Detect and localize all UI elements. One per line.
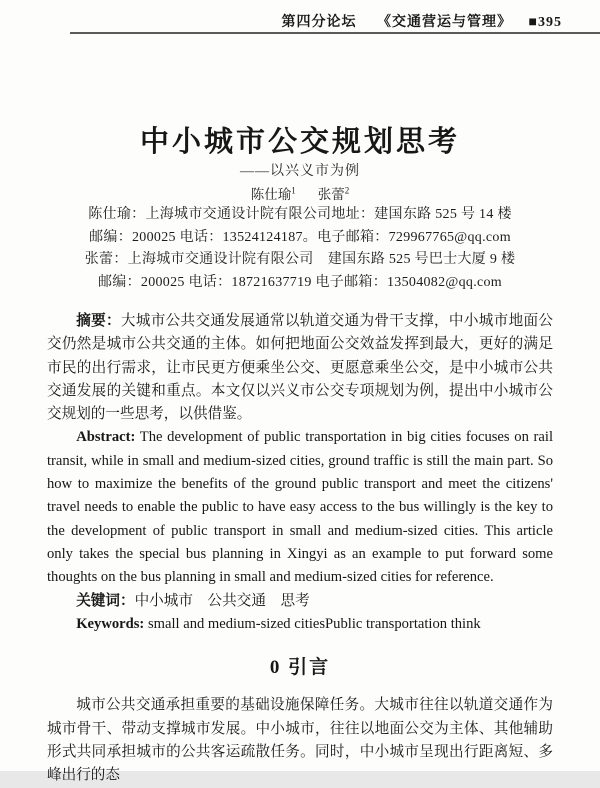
contact-line-author2-phone: 邮编：200025 电话：18721637719 电子邮箱：13504082@qq.com xyxy=(98,274,502,290)
main-content xyxy=(47,310,553,788)
author-name-2: 张蕾 xyxy=(317,187,345,202)
contact-line-author1-phone: 邮编：200025 电话：13524124187。电子邮箱：729967765@qq.com xyxy=(89,229,511,245)
header-forum-label: 第四分论坛 xyxy=(281,15,357,30)
author-name-1: 陈仕瑜 xyxy=(250,187,292,202)
keywords-cn xyxy=(47,590,553,613)
abstract-en-text: The development of public transportation in big cities focuses on rail transit, while in small and medium-sized cities, ground traffic is still the main part. So how to maximize the benefits of the ground public transport and meet the citizens' travel needs to enable the public to have easy access to the bus willingly is the key to the development of public transport in small and medium-sized cities. This article only takes the special bus planning in Xingyi as an example to put forward some thoughts on the bus planning in small and medium-sized cities for reference. xyxy=(47,429,553,586)
contact-block xyxy=(0,204,600,294)
section-heading-introduction: 0 引言 xyxy=(269,657,331,679)
author-affiliation-mark-2: 2 xyxy=(344,185,350,196)
abstract-en xyxy=(47,426,553,589)
keywords-cn-text: 中小城市 公共交通 思考 xyxy=(134,592,310,609)
header-page-number: ■395 xyxy=(528,15,562,30)
header-journal-name: 《交通营运与管理》 xyxy=(377,15,513,30)
contact-line-author1-address: 陈仕瑜：上海城市交通设计院有限公司地址：建国东路 525 号 14 楼 xyxy=(88,207,512,222)
abstract-cn xyxy=(47,310,553,426)
paper-title: 中小城市公交规划思考 xyxy=(139,126,460,158)
paper-subtitle: ——以兴义市为例 xyxy=(240,164,360,179)
keywords-en-text: small and medium-sized citiesPublic transportation think xyxy=(144,615,481,632)
abstract-cn-label: 摘要： xyxy=(76,313,121,329)
keywords-en xyxy=(47,613,553,636)
author-affiliation-mark-1: 1 xyxy=(291,185,296,196)
running-header xyxy=(0,11,562,31)
contact-line-author2-address: 张蕾：上海城市交通设计院有限公司 建国东路 525 号巴士大厦 9 楼 xyxy=(84,252,516,268)
abstract-en-label: Abstract: xyxy=(76,429,136,446)
abstract-cn-text: 大城市公共交通发展通常以轨道交通为骨干支撑，中小城市地面公交仍然是城市公共交通的主体。如何把地面公交效益发挥到最大，更好的满足市民的出行需求，让市民更方便乘坐公交、更愿意乘坐公交，是中小城市公共交通发展的关键和重点。本文仅以兴义市公交专项规划为例，提出中小城市公交规划的一些思考，以供借鉴。 xyxy=(47,313,553,423)
authors-line xyxy=(0,183,600,203)
body-paragraph: 城市公共交通承担重要的基础设施保障任务。大城市往往以轨道交通作为城市骨干、带动支撑城市发展。中小城市，往往以地面公交为主体、其他辅助形式共同承担城市的公共客运疏散任务。同时，中小城市呈现出行距离短、多峰出行的态 xyxy=(47,697,553,784)
header-divider-rule xyxy=(70,32,600,34)
keywords-en-label: Keywords: xyxy=(76,615,145,632)
keywords-cn-label: 关键词： xyxy=(76,592,135,609)
